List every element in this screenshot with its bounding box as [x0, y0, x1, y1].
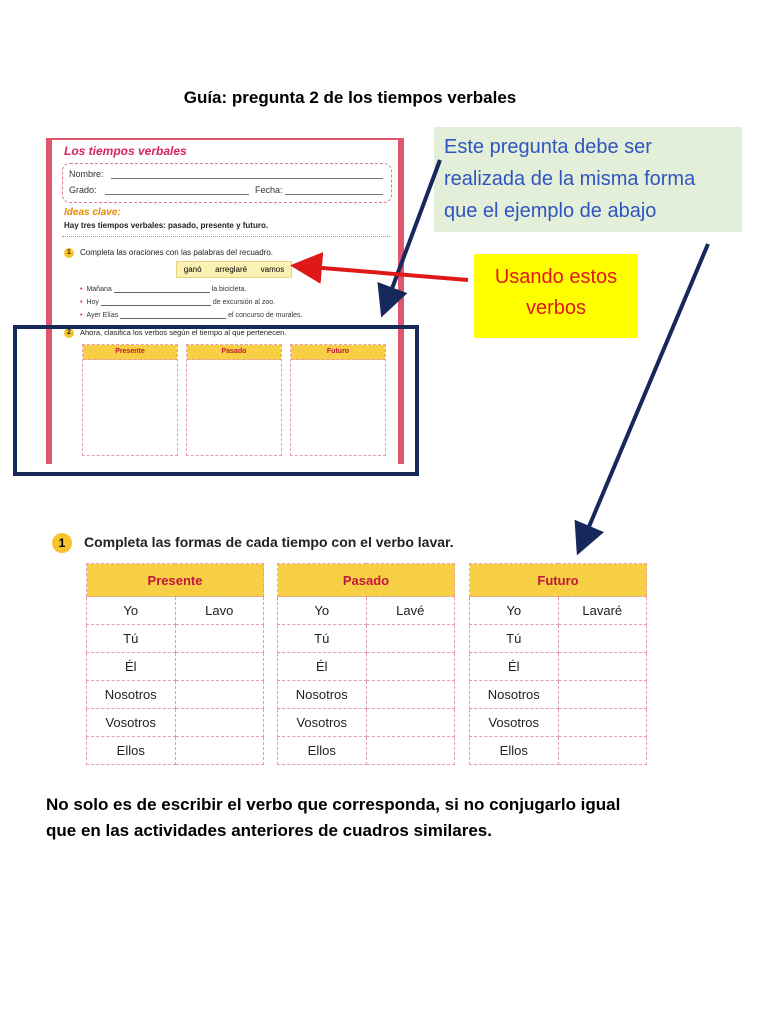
question-1-text: Completa las oraciones con las palabras del recuadro.	[80, 248, 273, 257]
table-row	[470, 737, 647, 765]
arrow-to-word-bank	[298, 266, 468, 280]
pronoun-cell: Vosotros	[470, 709, 559, 737]
pronoun-cell: Yo	[87, 597, 176, 625]
mini-column-header: Pasado	[187, 345, 281, 360]
verb-cell	[366, 709, 455, 737]
table-row	[278, 597, 455, 625]
table-row	[278, 653, 455, 681]
verb-cell	[175, 653, 264, 681]
pronoun-cell: Nosotros	[87, 681, 176, 709]
verb-cell	[558, 709, 647, 737]
table-row	[87, 625, 264, 653]
verb-cell	[366, 737, 455, 765]
exercise-badge: 1	[52, 533, 72, 553]
callout-line: que el ejemplo de abajo	[444, 200, 657, 222]
table-row	[278, 681, 455, 709]
sentence-1: • Mañana la bicicleta.	[80, 286, 247, 293]
table-header: Presente	[87, 564, 264, 597]
pronoun-cell: Nosotros	[278, 681, 367, 709]
footnote	[46, 792, 686, 844]
table-row	[278, 709, 455, 737]
pronoun-cell: Ellos	[470, 737, 559, 765]
question-2-badge: 2	[64, 328, 74, 338]
pronoun-cell: Ellos	[87, 737, 176, 765]
worksheet-title: Los tiempos verbales	[64, 144, 187, 158]
callout-line: realizada de la misma forma	[444, 168, 696, 190]
table-row	[87, 709, 264, 737]
fecha-label: Fecha:	[255, 185, 283, 195]
pronoun-cell: Tú	[278, 625, 367, 653]
ideas-title: Ideas clave:	[64, 207, 121, 218]
callout-line: verbos	[525, 297, 587, 319]
pronoun-cell: Tú	[87, 625, 176, 653]
mini-column-header: Futuro	[291, 345, 385, 360]
word-bank-item: vamos	[260, 265, 285, 274]
pronoun-cell: Tú	[470, 625, 559, 653]
pronoun-cell: Nosotros	[470, 681, 559, 709]
verb-cell	[175, 737, 264, 765]
pronoun-cell: Yo	[278, 597, 367, 625]
verb-cell	[558, 625, 647, 653]
table-row	[87, 681, 264, 709]
pronoun-cell: Él	[87, 653, 176, 681]
verb-cell: Lavo	[175, 597, 264, 625]
word-bank-item: arreglaré	[215, 265, 248, 274]
arrow-to-example	[580, 244, 708, 548]
sentence-3: • Ayer Elías el concurso de murales.	[80, 312, 303, 319]
pronoun-cell: Él	[470, 653, 559, 681]
footnote-line: que en las actividades anteriores de cuadros similares.	[46, 821, 492, 840]
verb-cell	[366, 653, 455, 681]
pronoun-cell: Vosotros	[87, 709, 176, 737]
table-row	[470, 625, 647, 653]
table-row	[87, 597, 264, 625]
word-bank-item: ganó	[183, 265, 202, 274]
verb-cell	[558, 737, 647, 765]
pronoun-cell: Vosotros	[278, 709, 367, 737]
nombre-label: Nombre:	[69, 169, 104, 179]
futuro-table	[469, 563, 647, 765]
verb-cell	[175, 625, 264, 653]
pronoun-cell: Ellos	[278, 737, 367, 765]
ideas-text: Hay tres tiempos verbales: pasado, presente y futuro.	[64, 221, 269, 230]
grado-label: Grado:	[69, 185, 97, 195]
verb-cell	[558, 681, 647, 709]
verb-cell	[366, 681, 455, 709]
footnote-line: No solo es de escribir el verbo que corresponda, si no conjugarlo igual	[46, 795, 621, 814]
arrow-to-worksheet	[384, 160, 440, 310]
pronoun-cell: Yo	[470, 597, 559, 625]
mini-column-header: Presente	[83, 345, 177, 360]
table-header: Futuro	[470, 564, 647, 597]
verb-cell	[558, 653, 647, 681]
pronoun-cell: Él	[278, 653, 367, 681]
table-row	[470, 597, 647, 625]
table-row	[470, 653, 647, 681]
table-row	[470, 681, 647, 709]
table-header: Pasado	[278, 564, 455, 597]
question-2-text: Ahora, clasifica los verbos según el tiempo al que pertenecen.	[80, 328, 287, 337]
verb-cell: Lavaré	[558, 597, 647, 625]
table-row	[87, 737, 264, 765]
table-row	[278, 625, 455, 653]
table-row	[278, 737, 455, 765]
callout-line: Este pregunta debe ser	[444, 136, 652, 158]
pasado-table	[277, 563, 455, 765]
verb-cell	[175, 681, 264, 709]
verb-cell	[366, 625, 455, 653]
question-1-badge: 1	[64, 248, 74, 258]
verb-cell: Lavé	[366, 597, 455, 625]
presente-table	[86, 563, 264, 765]
table-row	[87, 653, 264, 681]
callout-line: Usando estos	[494, 266, 618, 288]
exercise-instruction: Completa las formas de cada tiempo con el verbo lavar.	[84, 534, 454, 550]
sentence-2: • Hoy de excursión al zoo.	[80, 299, 276, 306]
page-title: Guía: pregunta 2 de los tiempos verbales	[183, 88, 517, 107]
verb-cell	[175, 709, 264, 737]
table-row	[470, 709, 647, 737]
